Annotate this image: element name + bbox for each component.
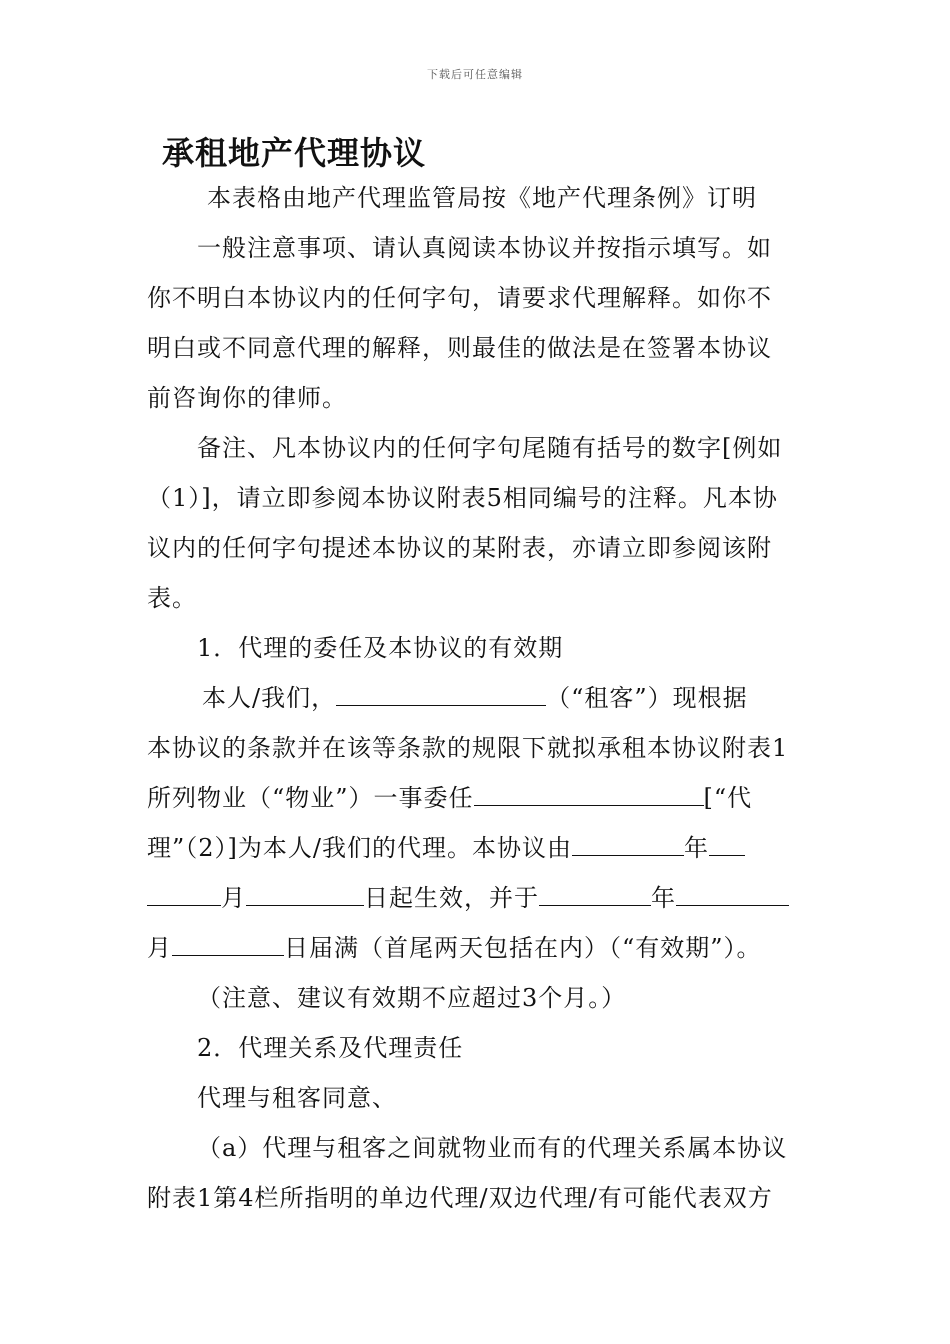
start-day-blank[interactable] xyxy=(246,883,364,906)
text-fragment: 日起生效，并于 xyxy=(364,884,539,912)
text-fragment: 理”（2）]为本人/我们的代理。本协议由 xyxy=(147,834,572,862)
remark-line: 表。 xyxy=(147,584,197,612)
text-fragment: （“租客”）现根据 xyxy=(546,684,748,712)
start-year-blank[interactable] xyxy=(572,833,684,856)
section-1-line xyxy=(147,873,807,923)
section-1-note: （注意、建议有效期不应超过3个月。） xyxy=(197,984,627,1012)
document-title: 承租地产代理协议 xyxy=(162,134,427,172)
section-1-line xyxy=(147,773,807,823)
section-1 xyxy=(147,623,807,1023)
start-month-blank[interactable] xyxy=(709,833,745,856)
notice-line: 你不明白本协议内的任何字句，请要求代理解释。如你不 xyxy=(147,284,772,312)
section-2-line: 附表1第4栏所指明的单边代理/双边代理/有可能代表双方 xyxy=(147,1184,773,1212)
end-month-blank[interactable] xyxy=(676,883,789,906)
text-fragment: 日届满（首尾两天包括在内）（“有效期”）。 xyxy=(284,934,762,962)
section-1-line xyxy=(147,673,807,723)
subtitle-block xyxy=(147,173,807,223)
page-header: 下载后可任意编辑 xyxy=(427,68,523,81)
section-1-line: 本协议的条款并在该等条款的规限下就拟承租本协议附表1 xyxy=(147,734,789,762)
notice-line: 前咨询你的律师。 xyxy=(147,384,347,412)
section-2-line: （a）代理与租客之间就物业而有的代理关系属本协议 xyxy=(197,1134,788,1162)
section-2 xyxy=(147,1023,807,1223)
text-fragment: 年 xyxy=(651,884,676,912)
remark-paragraph xyxy=(147,423,807,623)
notice-line: 明白或不同意代理的解释，则最佳的做法是在签署本协议 xyxy=(147,334,772,362)
section-1-heading: 1．代理的委任及本协议的有效期 xyxy=(197,634,564,662)
notice-paragraph xyxy=(147,223,807,423)
text-fragment: 月 xyxy=(147,934,172,962)
agent-name-blank[interactable] xyxy=(474,783,704,806)
end-year-blank[interactable] xyxy=(539,883,651,906)
section-2-intro: 代理与租客同意、 xyxy=(197,1084,397,1112)
start-month-blank-cont[interactable] xyxy=(147,883,221,906)
section-1-line xyxy=(147,923,807,973)
text-fragment: [“代 xyxy=(703,784,753,812)
text-fragment: 所列物业（“物业”）一事委任 xyxy=(147,784,474,812)
subtitle: 本表格由地产代理监管局按《地产代理条例》订明 xyxy=(207,184,757,212)
end-day-blank[interactable] xyxy=(172,933,284,956)
text-fragment: 年 xyxy=(684,834,709,862)
remark-line: 议内的任何字句提述本协议的某附表，亦请立即参阅该附 xyxy=(147,534,772,562)
remark-line: （1）]，请立即参阅本协议附表5相同编号的注释。凡本协 xyxy=(147,484,778,512)
section-2-heading: 2．代理关系及代理责任 xyxy=(197,1034,464,1062)
notice-line: 一般注意事项、请认真阅读本协议并按指示填写。如 xyxy=(197,234,772,262)
tenant-name-blank[interactable] xyxy=(336,683,546,706)
text-fragment: 本人/我们， xyxy=(202,684,337,712)
text-fragment: 月 xyxy=(221,884,246,912)
remark-line: 备注、凡本协议内的任何字句尾随有括号的数字[例如 xyxy=(197,434,783,462)
section-1-line xyxy=(147,823,807,873)
